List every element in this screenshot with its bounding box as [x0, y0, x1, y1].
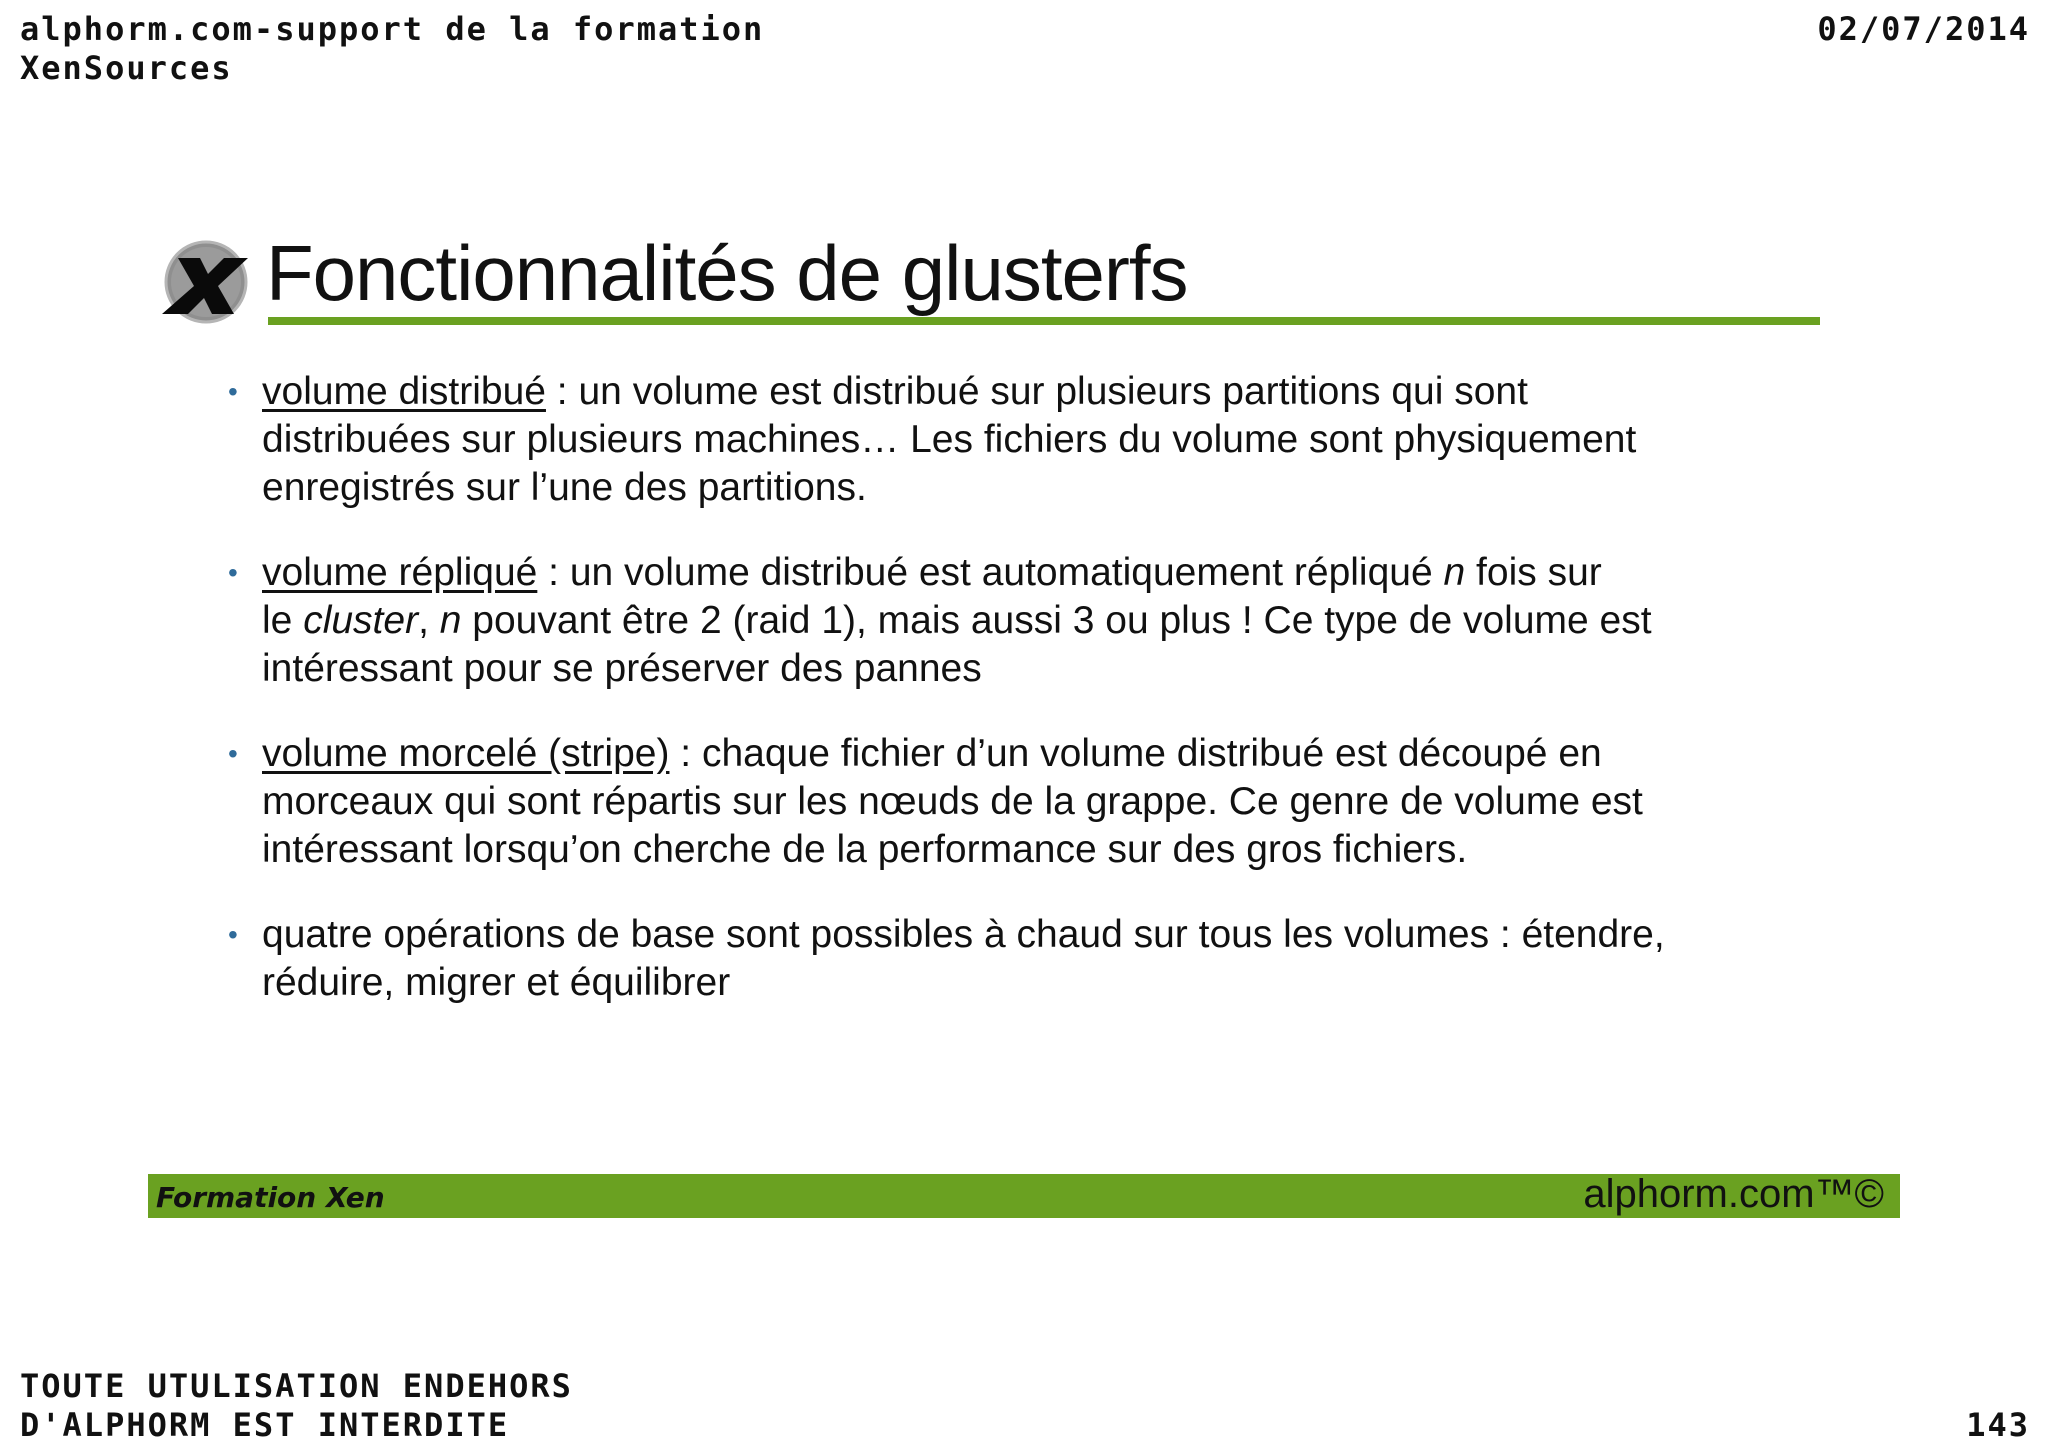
legal-notice-line-2: D'ALPHORM EST INTERDITE	[20, 1406, 510, 1444]
bullet-term: volume morcelé (stripe)	[262, 732, 670, 775]
document-header	[20, 10, 764, 88]
bullet-text: ,	[418, 599, 440, 642]
bullet-text: quatre opérations de base sont possibles à chaud sur tous les volumes : étendre,	[262, 913, 1665, 956]
bullet-text: intéressant pour se préserver des pannes	[262, 647, 982, 690]
bullet-term: volume répliqué	[262, 551, 538, 594]
bullet-text: réduire, migrer et équilibrer	[262, 961, 731, 1004]
bullet-text: enregistrés sur l’une des partitions.	[262, 466, 867, 509]
bullet-text: : un volume est distribué sur plusieurs partitions qui sont	[545, 370, 1528, 413]
bullet-text: pouvant être 2 (raid 1), mais aussi 3 ou plus ! Ce type de volume est	[461, 599, 1652, 642]
bullet-italic: cluster	[303, 599, 419, 642]
bullet-italic: n	[1443, 551, 1466, 594]
bullet-text: intéressant lorsqu’on cherche de la performance sur des gros fichiers.	[262, 828, 1468, 871]
slide-footer-bar	[148, 1174, 1900, 1218]
bullet-text: morceaux qui sont répartis sur les nœuds de la grappe. Ce genre de volume est	[262, 780, 1643, 823]
page-number: 143	[1966, 1406, 2030, 1444]
bullet-text: le	[262, 599, 304, 642]
legal-notice-line-1: TOUTE UTULISATION ENDEHORS	[20, 1367, 573, 1405]
document-date: 02/07/2014	[1817, 10, 2030, 48]
bullet-item	[228, 549, 1838, 693]
slide-title: Fonctionnalités de glusterfs	[266, 229, 1188, 317]
header-line-1: alphorm.com-support de la formation	[20, 10, 765, 48]
bullet-item	[228, 368, 1838, 512]
bullet-list	[228, 368, 1838, 1044]
bullet-text: : chaque fichier d’un volume distribué est découpé en	[669, 732, 1602, 775]
bullet-term: volume distribué	[262, 370, 546, 413]
xen-x-logo-icon	[158, 238, 254, 328]
bullet-text: : un volume distribué est automatiquement répliqué	[537, 551, 1444, 594]
title-underline	[268, 317, 1820, 325]
legal-notice	[20, 1367, 573, 1445]
bullet-italic: n	[439, 599, 462, 642]
footer-label: Formation Xen	[156, 1181, 385, 1214]
footer-brand: alphorm.com™©	[1583, 1172, 1884, 1216]
header-line-2: XenSources	[20, 49, 233, 87]
bullet-text: distribuées sur plusieurs machines… Les fichiers du volume sont physiquement	[262, 418, 1637, 461]
bullet-item	[228, 911, 1838, 1007]
bullet-item	[228, 730, 1838, 874]
bullet-text: fois sur	[1465, 551, 1602, 594]
